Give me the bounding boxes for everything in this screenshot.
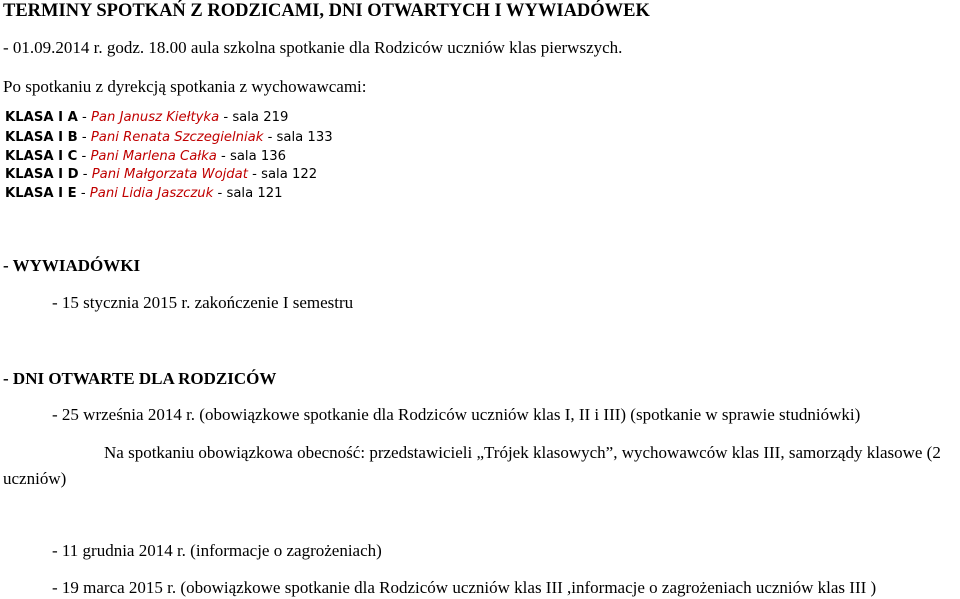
teacher-name: Pani Marlena Całka: [90, 149, 217, 164]
separator: -: [219, 110, 233, 125]
class-entry: [5, 186, 283, 201]
document-title: TERMINY SPOTKAŃ Z RODZICAMI, DNI OTWARTYCH I WYWIADÓWEK: [3, 1, 650, 21]
room-number: sala 121: [226, 186, 283, 201]
separator: -: [77, 149, 91, 164]
class-name: KLASA I E: [5, 186, 77, 201]
wywiadowki-heading: - WYWIADÓWKI: [3, 256, 141, 275]
room-number: sala 122: [261, 167, 318, 182]
separator: -: [247, 167, 262, 182]
separator: -: [77, 130, 91, 145]
open-day-item: - 25 września 2014 r. (obowiązkowe spotkanie dla Rodziców uczniów klas I, II i III) (spotkanie w sprawie studniówki): [52, 405, 861, 424]
teacher-name: Pan Janusz Kiełtyka: [90, 110, 220, 125]
intro-line: - 01.09.2014 r. godz. 18.00 aula szkolna spotkanie dla Rodziców uczniów klas pierwszych.: [3, 38, 623, 57]
dni-otwarte-heading: - DNI OTWARTE DLA RODZICÓW: [3, 369, 277, 388]
separator: -: [263, 130, 277, 145]
class-entry: [5, 149, 286, 164]
open-day-item: - 19 marca 2015 r. (obowiązkowe spotkanie dla Rodziców uczniów klas III ,informacje o zagrożeniach uczniów klas III ): [52, 578, 877, 597]
class-name: KLASA I B: [5, 130, 78, 145]
class-entry: [5, 130, 333, 145]
separator: -: [77, 110, 91, 125]
room-number: sala 136: [229, 149, 287, 164]
after-meeting-line: Po spotkaniu z dyrekcją spotkania z wychowawcami:: [3, 77, 367, 96]
separator: -: [78, 167, 92, 182]
separator: -: [76, 186, 90, 201]
separator: -: [216, 149, 230, 164]
class-name: KLASA I C: [5, 149, 78, 164]
wywiadowki-item: - 15 stycznia 2015 r. zakończenie I semestru: [52, 293, 354, 312]
class-entry: [5, 110, 288, 125]
open-day-note: Na spotkaniu obowiązkowa obecność: przedstawicieli „Trójek klasowych”, wychowawców klas III, samorządy klasowe (2: [104, 443, 941, 462]
room-number: sala 133: [276, 130, 333, 145]
separator: -: [213, 186, 227, 201]
open-day-item: - 11 grudnia 2014 r. (informacje o zagrożeniach): [52, 541, 382, 560]
teacher-name: Pani Renata Szczegielniak: [90, 130, 264, 145]
class-entry: [5, 167, 317, 182]
open-day-note-continuation: uczniów): [3, 469, 67, 488]
class-name: KLASA I D: [5, 167, 79, 182]
teacher-name: Pani Lidia Jaszczuk: [89, 186, 214, 201]
room-number: sala 219: [232, 110, 289, 125]
teacher-name: Pani Małgorzata Wojdat: [91, 167, 248, 182]
class-name: KLASA I A: [5, 110, 78, 125]
